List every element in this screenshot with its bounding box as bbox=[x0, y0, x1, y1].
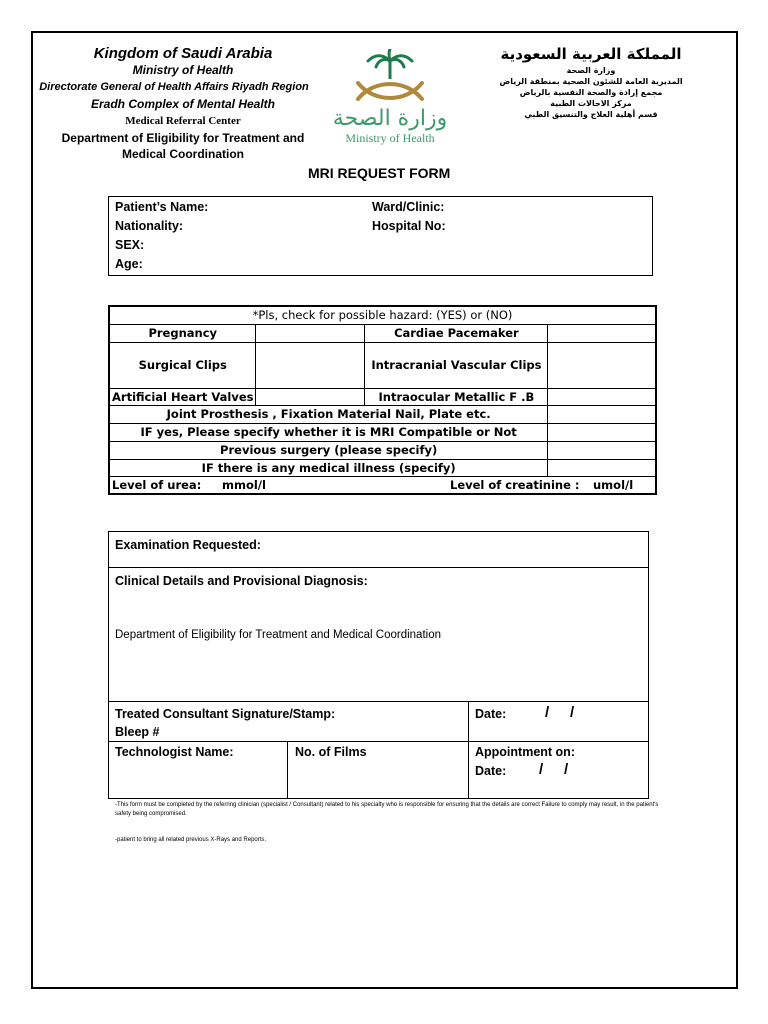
creatinine-unit[interactable]: umol/l bbox=[593, 477, 634, 492]
intraocular-label: Intraocular Metallic F .B bbox=[365, 388, 548, 405]
medical-illness-label: IF there is any medical illness (specify) bbox=[109, 459, 548, 476]
hazard-table bbox=[108, 305, 657, 495]
surgical-clips-label: Surgical Clips bbox=[109, 342, 256, 388]
header-ministry: Ministry of Health bbox=[132, 63, 234, 77]
patient-info-box bbox=[108, 196, 653, 276]
heart-valves-label: Artificial Heart Valves bbox=[109, 388, 256, 405]
films-column-divider bbox=[287, 741, 288, 798]
date-slashes: / / bbox=[545, 704, 575, 721]
header-right-directorate: المديرية العامة للشئون الصحية بمنطقة الرياض bbox=[499, 77, 683, 86]
previous-surgery-label: Previous surgery (please specify) bbox=[109, 441, 548, 459]
appointment-field[interactable]: Appointment on: bbox=[475, 745, 575, 759]
consultant-signature-field[interactable]: Treated Consultant Signature/Stamp: bbox=[115, 707, 336, 721]
logo-arabic-text: وزارة الصحة bbox=[332, 106, 448, 131]
clinical-details-field[interactable]: Clinical Details and Provisional Diagnosis: bbox=[115, 574, 368, 588]
header-left bbox=[33, 45, 333, 162]
signature-divider bbox=[109, 741, 648, 742]
palm-swords-emblem-icon bbox=[350, 49, 430, 107]
header-center: Medical Referral Center bbox=[125, 115, 241, 127]
header-directorate: Directorate General of Health Affairs Riyadh Region bbox=[39, 81, 309, 93]
header-right-complex: مجمع إرادة والصحة النفسية بالرياض bbox=[519, 88, 663, 97]
header-right-kingdom: المملكة العربية السعودية bbox=[500, 45, 682, 63]
examination-box bbox=[108, 531, 649, 799]
appointment-date-slashes: / / bbox=[539, 761, 569, 778]
pregnancy-label: Pregnancy bbox=[109, 324, 256, 342]
intraocular-check[interactable] bbox=[548, 388, 656, 405]
form-page bbox=[31, 31, 738, 989]
mri-compatible-label: IF yes, Please specify whether it is MRI Compatible or Not bbox=[109, 423, 548, 441]
pacemaker-label: Cardiae Pacemaker bbox=[365, 324, 548, 342]
header-right-ministry: وزارة الصحة bbox=[566, 66, 616, 75]
pregnancy-check[interactable] bbox=[256, 324, 365, 342]
date-field[interactable]: Date: bbox=[475, 707, 507, 721]
joint-prosthesis-check[interactable] bbox=[548, 405, 656, 423]
header-right bbox=[486, 43, 696, 120]
exam-divider bbox=[109, 567, 648, 568]
sex-field[interactable]: SEX: bbox=[115, 238, 145, 252]
header-complex: Eradh Complex of Mental Health bbox=[90, 97, 276, 111]
nationality-field[interactable]: Nationality: bbox=[115, 219, 184, 233]
medical-illness-check[interactable] bbox=[548, 459, 656, 476]
logo-english-text: Ministry of Health bbox=[345, 131, 435, 145]
exam-requested-field[interactable]: Examination Requested: bbox=[115, 538, 261, 552]
heart-valves-check[interactable] bbox=[256, 388, 365, 405]
creatinine-label: Level of creatinine : bbox=[450, 477, 580, 492]
patient-name-field[interactable]: Patient’s Name: bbox=[115, 200, 209, 214]
hospital-no-field[interactable]: Hospital No: bbox=[372, 219, 446, 233]
footer-note-xrays: -patient to bring all related previous X-Rays and Reports. bbox=[115, 837, 267, 843]
header-coordination: Medical Coordination bbox=[121, 147, 244, 161]
bleep-field[interactable]: Bleep # bbox=[115, 725, 160, 739]
ward-clinic-field[interactable]: Ward/Clinic: bbox=[372, 200, 445, 214]
joint-prosthesis-label: Joint Prosthesis , Fixation Material Nail, Plate etc. bbox=[109, 405, 548, 423]
header-kingdom: Kingdom of Saudi Arabia bbox=[93, 45, 273, 62]
mri-compatible-check[interactable] bbox=[548, 423, 656, 441]
films-field[interactable]: No. of Films bbox=[295, 745, 367, 759]
urea-label: Level of urea: bbox=[112, 477, 202, 492]
lab-levels-row bbox=[109, 476, 656, 494]
urea-unit[interactable]: mmol/l bbox=[222, 477, 266, 492]
date-column-divider bbox=[468, 701, 469, 798]
appointment-date-field[interactable]: Date: bbox=[475, 764, 507, 778]
header-right-center: مركز الاحالات الطبية bbox=[550, 99, 632, 108]
clinical-divider bbox=[109, 701, 648, 702]
age-field[interactable]: Age: bbox=[115, 257, 143, 271]
header-right-department: قسم أهلية العلاج والتنسيق الطبي bbox=[524, 110, 658, 119]
technologist-name-field[interactable]: Technologist Name: bbox=[115, 745, 234, 759]
ministry-logo bbox=[325, 49, 455, 159]
department-text: Department of Eligibility for Treatment and Medical Coordination bbox=[115, 629, 441, 641]
previous-surgery-check[interactable] bbox=[548, 441, 656, 459]
intracranial-check[interactable] bbox=[548, 342, 656, 388]
form-title: MRI REQUEST FORM bbox=[308, 165, 451, 181]
hazard-header: *Pls, check for possible hazard: (YES) or (NO) bbox=[109, 306, 656, 324]
intracranial-label: Intracranial Vascular Clips bbox=[365, 342, 548, 388]
header-department: Department of Eligibility for Treatment and bbox=[61, 131, 305, 145]
pacemaker-check[interactable] bbox=[548, 324, 656, 342]
surgical-clips-check[interactable] bbox=[256, 342, 365, 388]
footer-note-completion: -This form must be completed by the referring clinician (specialist / Consultant) related to his specialty who is responsible for ensuring that the details are correct Failure to comply may result, in the patient's safety being compromised. bbox=[115, 802, 659, 817]
